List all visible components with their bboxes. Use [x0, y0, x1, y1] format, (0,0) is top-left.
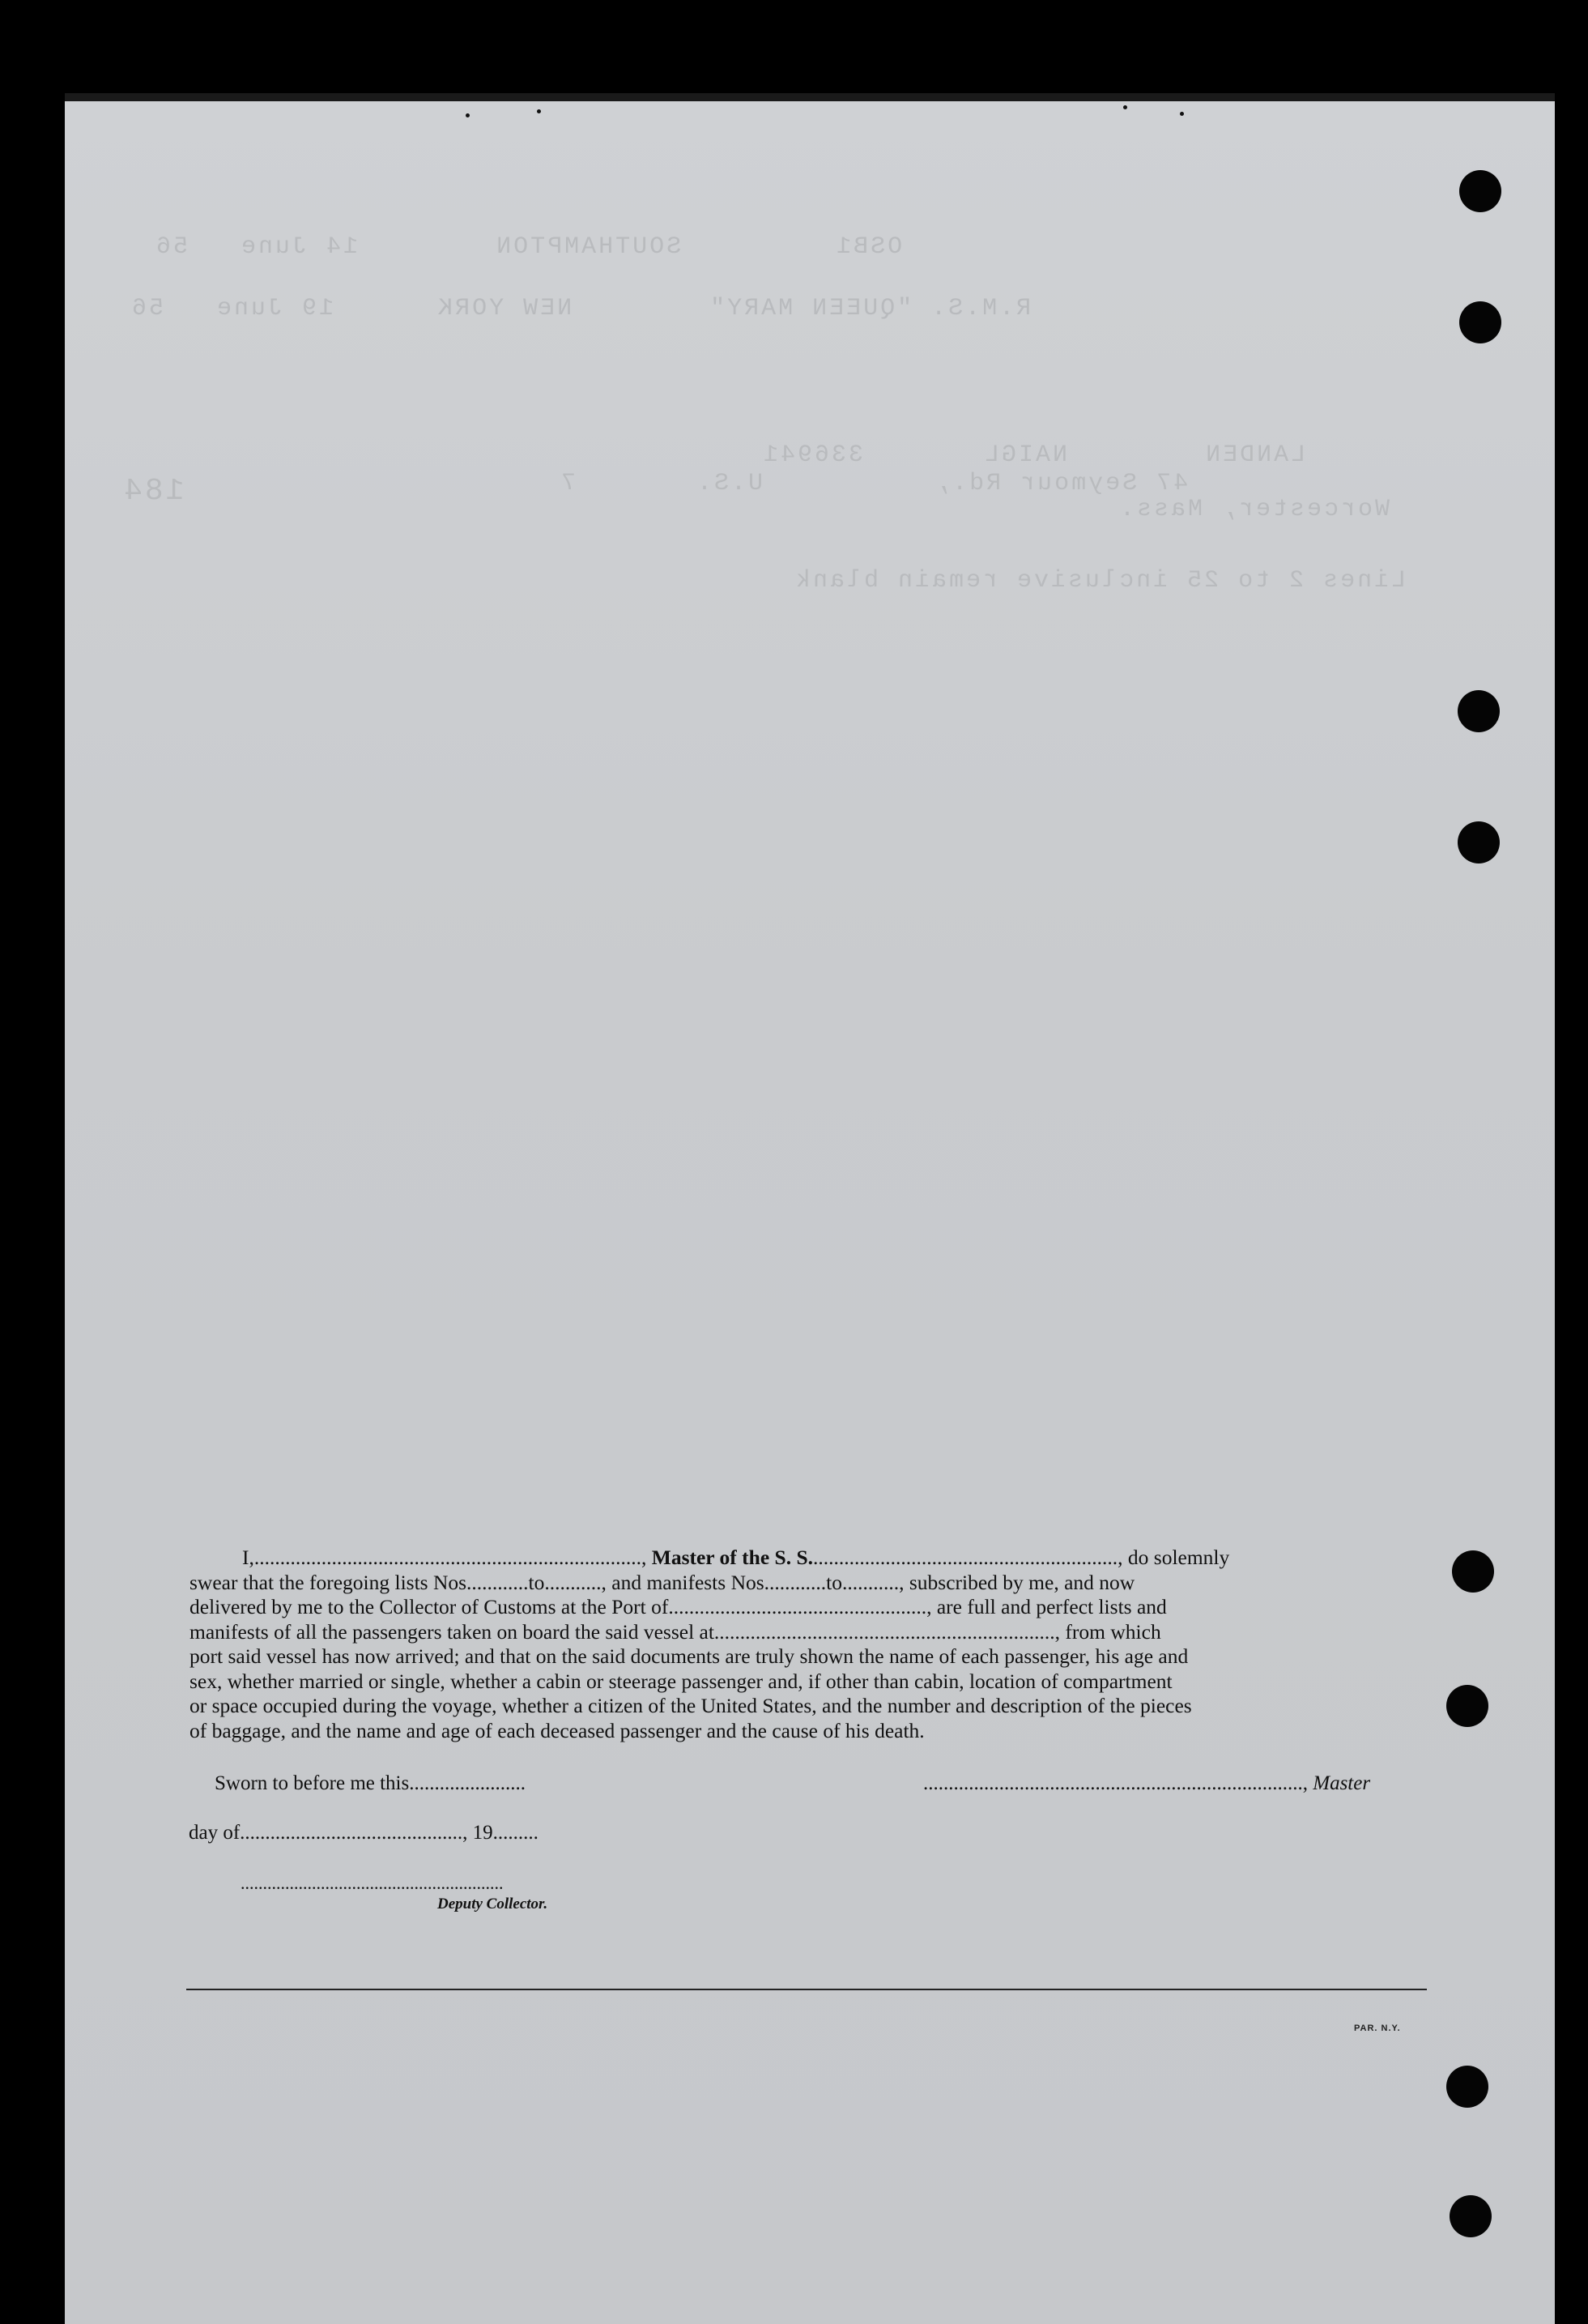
punch-hole: [1458, 690, 1500, 732]
day-of-line: day of............................................, 19.........: [189, 1822, 539, 1844]
oath-line-2: swear that the foregoing lists Nos............to..........., and manifests Nos............to..........., subscribed by me, and now: [189, 1570, 1135, 1594]
speck: [1123, 105, 1127, 109]
deputy-signature-dots: ...........................................................: [241, 1873, 504, 1893]
ghost-line-5: Worcester, Mass.: [1118, 496, 1390, 523]
punch-hole: [1459, 170, 1501, 212]
oath-line-1: I,..........................................................................., Master of the S. S............................................................, do solemnly: [242, 1546, 1230, 1569]
oath-line-5: port said vessel has now arrived; and that on the said documents are truly shown the name of each passenger, his age and: [189, 1644, 1189, 1668]
ghost-line-3: LANDEN NAIGL 336941: [761, 441, 1306, 469]
master-label: Master: [1313, 1772, 1371, 1794]
speck: [466, 113, 470, 117]
oath-line-3: delivered by me to the Collector of Customs at the Port of.................................................., are full and perfect lists and: [189, 1595, 1167, 1618]
punch-hole: [1450, 2195, 1492, 2237]
ghost-line-1: OSB1 SOUTHAMPTON 14 June 56: [154, 233, 903, 261]
oath-line-8: of baggage, and the name and age of each deceased passenger and the cause of his death.: [189, 1718, 925, 1742]
oath-line-6: sex, whether married or single, whether a cabin or steerage passenger and, if other than cabin, location of compartment: [189, 1669, 1173, 1693]
ghost-line-6: Lines 2 to 25 inclusive remain blank: [794, 567, 1407, 595]
punch-hole: [1458, 821, 1500, 864]
master-signature-line: ..........................................................................., Master: [923, 1772, 1371, 1794]
sworn-before-me-line: Sworn to before me this.......................: [215, 1772, 526, 1794]
oath-line-4: manifests of all the passengers taken on board the said vessel at.................................................................., from which: [189, 1619, 1161, 1644]
punch-hole: [1446, 1685, 1488, 1727]
deputy-collector-label: Deputy Collector.: [437, 1895, 548, 1913]
oath-line-7: or space occupied during the voyage, whether a citizen of the United States, and the number and description of the pieces: [189, 1694, 1192, 1717]
ghost-margin-number: 184: [121, 474, 185, 509]
punch-hole: [1459, 301, 1501, 343]
punch-hole: [1452, 1550, 1494, 1593]
horizontal-rule: [186, 1989, 1427, 1990]
printer-mark: PAR. N.Y.: [1354, 2023, 1401, 2033]
punch-hole: [1446, 2066, 1488, 2108]
speck: [537, 109, 541, 113]
ghost-line-2: R.M.S. "QUEEN MARY" NEW YORK 19 June 56: [130, 295, 1032, 322]
master-oath-paragraph: [189, 1546, 1441, 1743]
speck: [1180, 112, 1184, 116]
document-page: [65, 101, 1555, 2324]
ghost-line-4: 47 Seymour Rd., U.S. 7: [559, 470, 1189, 497]
